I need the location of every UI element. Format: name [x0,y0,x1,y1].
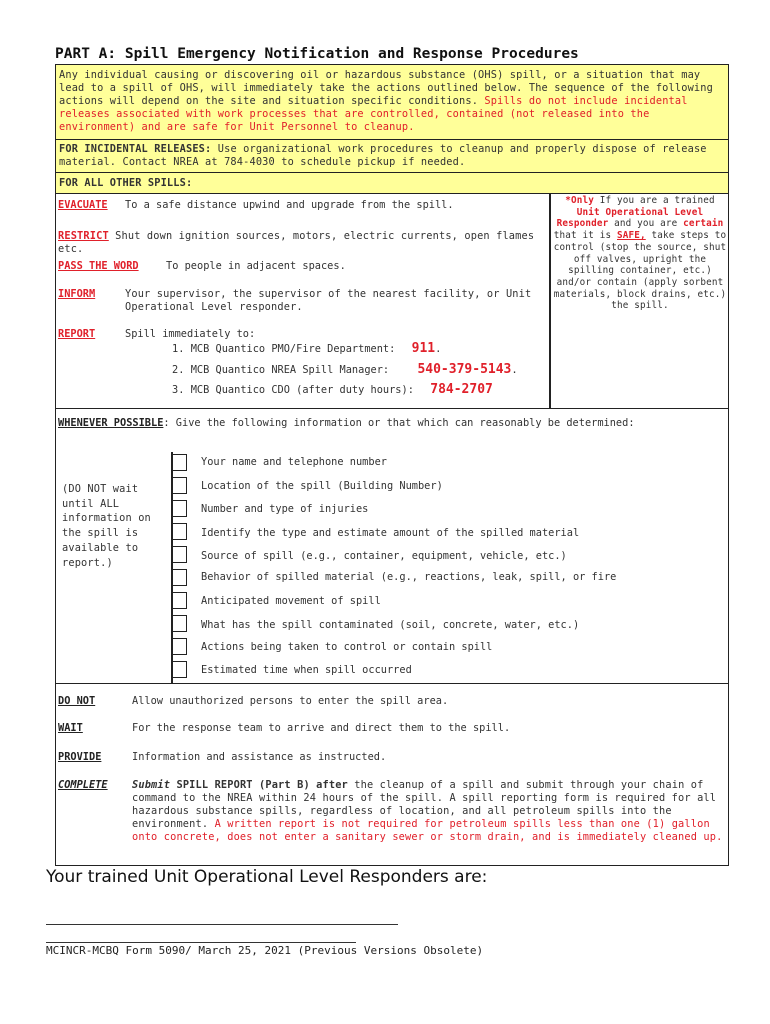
contact-3-num: 3. [172,384,185,396]
checkbox-actions[interactable] [172,638,187,655]
checkbox-movement[interactable] [172,592,187,609]
do-not-text: Allow unauthorized persons to enter the spill area. [132,695,449,707]
form-footer: MCINCR-MCBQ Form 5090/ March 25, 2021 (Previous Versions Obsolete) [46,944,484,957]
actions-divider [549,194,551,408]
checkbox-time[interactable] [172,661,187,678]
contact-1-end: . [435,343,442,355]
other-spills-header [55,172,729,194]
provide-label: PROVIDE [58,751,102,763]
provide-text: Information and assistance as instructed. [132,751,387,763]
intro-plain: Any individual causing or discovering oil or hazardous substance (OHS) spill, or a situation that may lead to a spill of OHS, will immediately take the actions outlined below. The sequence of the following actions will depend on the site and situation specific conditions. [59,69,713,107]
restrict-text: Shut down ignition sources, motors, electric currents, open flames etc. [58,230,535,255]
do-not-wait-note: (DO NOT wait until ALL information on the spill is available to report.) [62,483,151,569]
wait-label: WAIT [58,722,83,734]
check-item: Estimated time when spill occurred [201,664,412,676]
intro-box [55,64,729,140]
check-item: Location of the spill (Building Number) [201,480,443,492]
do-not-label: DO NOT [58,695,96,707]
responder-line-2[interactable] [46,942,356,943]
contact-3-phone: 784-2707 [430,382,493,397]
side-note-part3: that it is [553,230,612,242]
complete-bold2: SPILL REPORT (Part B) after [176,779,348,791]
whenever-line [58,417,635,429]
wait-text: For the response team to arrive and direct them to the spill. [132,722,511,734]
incidental-body: Use organizational work procedures to cleanup and properly dispose of release material. Contact NREA at 784-4030 to schedule pickup if needed. [59,143,707,168]
other-spills-label: FOR ALL OTHER SPILLS: [59,177,193,189]
page-title: PART A: Spill Emergency Notification and Response Procedures [55,46,579,62]
contact-1-name: MCB Quantico PMO/Fire Department: [190,343,396,355]
responder-line-1[interactable] [46,924,398,925]
contact-2-phone: 540-379-5143 [417,362,512,377]
checkbox-contaminated[interactable] [172,615,187,632]
inform-label: INFORM [58,288,96,300]
contact-2-num: 2. [172,364,185,376]
side-note-responder: Unit Operational Level Responder [556,206,704,230]
check-item: Source of spill (e.g., container, equipment, vehicle, etc.) [201,550,567,562]
complete-body: the cleanup of a spill and submit through your chain of command to the NREA within 24 hours of the spill. A spill reporting form is required for all hazardous substance spills, regardless of location, and all petroleum spills into the environment. [132,779,717,830]
checkbox-injuries[interactable] [172,500,187,517]
evacuate-label: EVACUATE [58,199,108,211]
check-item: Anticipated movement of spill [201,595,381,607]
check-item: Number and type of injuries [201,503,369,515]
check-item: Your name and telephone number [201,456,387,468]
check-item: What has the spill contaminated (soil, concrete, water, etc.) [201,619,580,631]
responders-heading: Your trained Unit Operational Level Responders are: [46,867,488,887]
side-note-safe: SAFE, [617,230,646,242]
report-text: Spill immediately to: [125,328,256,340]
inform-text: Your supervisor, the supervisor of the nearest facility, or Unit Operational Level responder. [125,288,532,313]
check-item: Identify the type and estimate amount of the spilled material [201,527,580,539]
check-item: Behavior of spilled material (e.g., reactions, leak, spill, or fire [201,571,617,583]
restrict-block [58,230,538,256]
pass-word-text: To people in adjacent spaces. [166,260,346,272]
intro-red: Spills do not include incidental releases associated with work processes that are controlled, contained (not released into the environment) and are safe for Unit Personnel to cleanup. [59,95,688,133]
contact-2 [172,362,518,377]
contact-1-num: 1. [172,343,185,355]
side-note-only: *Only [565,195,595,206]
intro-text [59,69,725,134]
contact-2-name: MCB Quantico NREA Spill Manager: [190,364,390,376]
contact-1 [172,341,441,356]
incidental-text [59,143,725,169]
checkbox-material[interactable] [172,523,187,540]
evacuate-text: To a safe distance upwind and upgrade from the spill. [125,199,454,211]
complete-bold1: Submit [132,779,171,791]
side-note [553,195,727,312]
checkbox-behavior[interactable] [172,569,187,586]
contact-1-phone: 911 [411,341,436,356]
incidental-box [55,139,729,173]
restrict-label: RESTRICT [58,230,109,242]
complete-text [132,779,728,844]
check-item: Actions being taken to control or contain spill [201,641,493,653]
contact-3 [172,382,493,397]
side-note-part4: take steps to control (stop the source, shut off valves, upright the spilling container, etc.) and/or contain (apply sorbent materials, block drains, etc.) the spill. [553,230,727,312]
incidental-label: FOR INCIDENTAL RELEASES: [59,143,212,155]
whenever-label: WHENEVER POSSIBLE [58,417,164,429]
complete-label: COMPLETE [58,779,108,791]
contact-3-name: MCB Quantico CDO (after duty hours): [190,384,414,396]
pass-word-label: PASS THE WORD [58,260,139,272]
report-label: REPORT [58,328,96,340]
checkbox-source[interactable] [172,546,187,563]
checkbox-name[interactable] [172,454,187,471]
side-note-part1: If you are a trained [599,195,715,206]
whenever-text: : Give the following information or that which can reasonably be determined: [163,417,635,429]
checkbox-location[interactable] [172,477,187,494]
contact-2-end: . [511,364,518,376]
side-note-certain: certain [683,218,724,230]
side-note-part2: and you are [614,218,678,230]
complete-red: A written report is not required for petroleum spills less than one (1) gallon onto concrete, does not enter a sanitary sewer or storm drain, and is immediately cleaned up. [132,818,723,843]
